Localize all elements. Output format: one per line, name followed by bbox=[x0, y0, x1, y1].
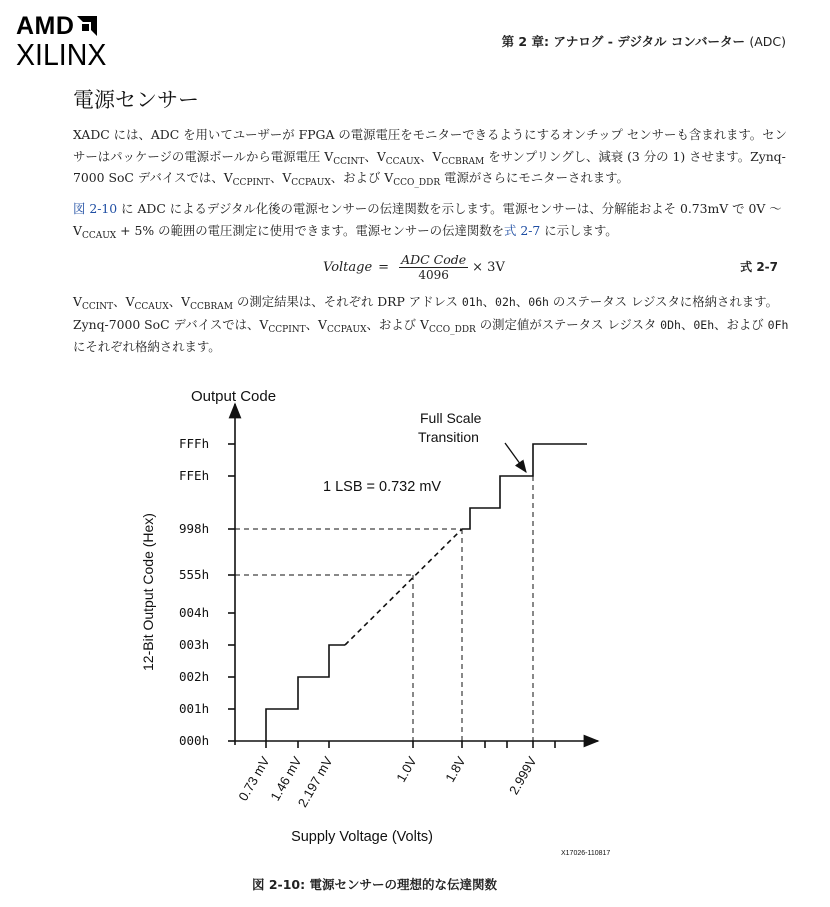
figure-id: X17026-110817 bbox=[561, 850, 611, 857]
paragraph-2: 図 2-10 に ADC によるデジタル化後の電源センサーの伝達関数を示します。電源センサーは、分解能およそ 0.73mV で 0V ～ $V_{CCAUX} + 5\%$ の範囲の電圧測定に使用できます。電源センサーの伝達関数を式 2-7 に示します。 bbox=[73, 201, 782, 241]
figure-link[interactable]: 図 2-10 bbox=[73, 201, 118, 216]
chapter-header: 第 2 章: アナログ - デジタル コンバーター (ADC) bbox=[501, 34, 786, 49]
x-tick-label: 0.73 mV bbox=[235, 754, 273, 804]
x-tick-label: 1.46 mV bbox=[267, 754, 305, 804]
lsb-annotation: 1 LSB = 0.732 mV bbox=[323, 479, 442, 495]
xilinx-logo: XILINX bbox=[16, 37, 107, 72]
x-tick-label: 1.8V bbox=[442, 754, 469, 785]
y-tick-label: 001h bbox=[179, 701, 210, 716]
x-axis-label: Supply Voltage (Volts) bbox=[291, 829, 433, 845]
amd-xilinx-logo bbox=[16, 12, 114, 71]
y-axis-label: 12-Bit Output Code (Hex) bbox=[140, 513, 156, 671]
y-tick-label: 000h bbox=[179, 733, 210, 748]
y-tick-label: 555h bbox=[179, 567, 210, 582]
y-tick-label: 003h bbox=[179, 637, 210, 652]
paragraph-1: XADC には、ADC を用いてユーザーが FPGA の電源電圧をモニターできるようにするオンチップ センサーも含まれます。センサーはパッケージの電源ボールから電源電圧 $V_{CCINT}$、$V_{CCAUX}$、$V_{CCBRAM}$ をサンプリングし、減衰 (3 分の 1) させます。Zynq-7000 SoC デバイスでは、$V_{CCPINT}$、$V_{CCPAUX}$、および $V_{CCO\_DDR}$ 電源がさらにモニターされます。 bbox=[73, 127, 787, 188]
paragraph-3: $V_{CCINT}$、$V_{CCAUX}$、$V_{CCBRAM}$ の測定結果は、それぞれ DRP アドレス 01h、02h、06h のステータス レジスタに格納されます。Zynq-7000 SoC デバイスでは、$V_{CCPINT}$、$V_{CCPAUX}$、および $V_{CCO\_DDR}$ の測定値がステータス レジスタ 0Dh、0Eh、および 0Fh にそれぞれ格納されます。 bbox=[73, 294, 789, 354]
x-tick-label: 2.197 mV bbox=[294, 754, 336, 810]
amd-logo: AMD bbox=[16, 12, 114, 40]
x-tick-label: 2.999V bbox=[506, 754, 540, 798]
equation-link[interactable]: 式 2-7 bbox=[504, 222, 541, 238]
amd-arrow-icon bbox=[77, 16, 97, 36]
equation-fraction: $\frac{\text{ADC Code}}{4096}$ bbox=[401, 251, 467, 282]
lower-steps bbox=[266, 645, 345, 741]
mid-range-dashed bbox=[345, 529, 462, 645]
equation-2-7: Voltage = $\frac{\text{ADC Code}}{4096}$ × 3V 式 2-7 bbox=[323, 251, 778, 282]
full-scale-annotation-line2: Transition bbox=[418, 429, 479, 445]
chart-title: Output Code bbox=[191, 388, 277, 405]
upper-steps bbox=[462, 444, 587, 529]
y-tick-label: 998h bbox=[179, 521, 210, 536]
y-tick-label: FFEh bbox=[179, 468, 210, 483]
figure-caption: 図 2-10: 電源センサーの理想的な伝達関数 bbox=[252, 877, 497, 892]
section-title: 電源センサー bbox=[73, 88, 199, 112]
transfer-function-chart bbox=[0, 370, 830, 870]
full-scale-annotation-line1: Full Scale bbox=[420, 410, 482, 426]
y-tick-label: 002h bbox=[179, 669, 210, 684]
full-scale-arrow bbox=[505, 443, 526, 472]
guide-lines bbox=[235, 476, 533, 741]
equation-label: 式 2-7 bbox=[740, 260, 778, 274]
y-tick-label: 004h bbox=[179, 605, 210, 620]
x-tick-label: 1.0V bbox=[393, 754, 420, 785]
y-tick-label: FFFh bbox=[179, 436, 210, 451]
